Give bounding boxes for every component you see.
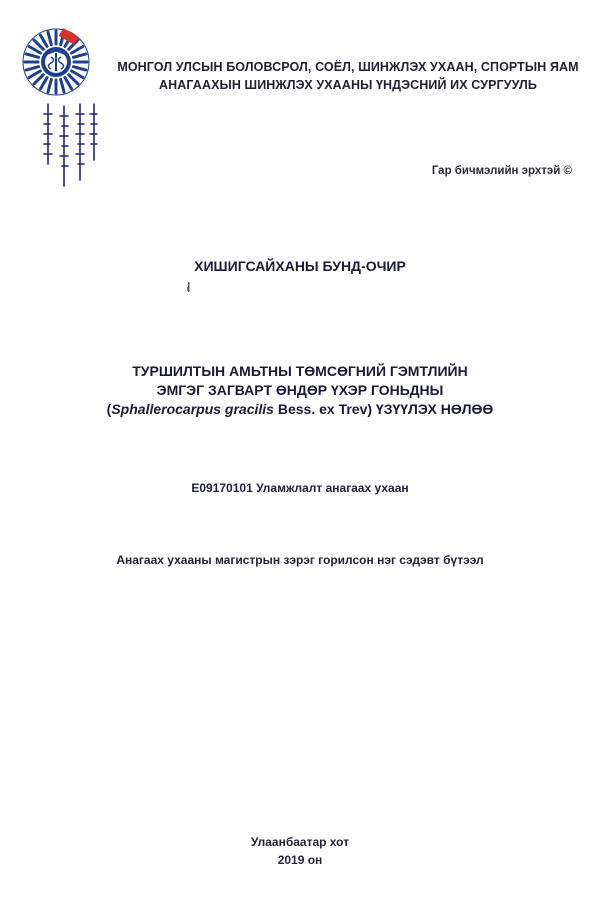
thesis-title [0,362,600,419]
university-logo-icon [22,28,90,96]
title-line-3 [0,400,600,419]
species-author: Bess. ex Trev [273,401,368,417]
specialty-code: E09170101 Уламжлалт анагаах ухаан [191,481,409,495]
title-line-3-end: ) ҮЗҮҮЛЭХ НӨЛӨӨ [367,401,494,417]
copyright-notice: Гар бичмэлийн эрхтэй © [431,165,572,177]
ministry-header [108,58,588,94]
place-and-year [0,833,600,869]
year: 2019 он [277,853,323,867]
title-line-2: ЭМГЭГ ЗАГВАРТ ӨНДӨР ҮХЭР ГОНЬДНЫ [156,382,444,398]
university-name: АНАГААХЫН ШИНЖЛЭХ УХААНЫ ҮНДЭСНИЙ ИХ СУРГУУЛЬ [159,78,537,92]
title-line-1: ТУРШИЛТЫН АМЬТНЫ ТӨМСӨГНИЙ ГЭМТЛИЙН [132,363,468,379]
degree-statement: Анагаах ухааны магистрын зэрэг горилсон нэг сэдэвт бүтээл [116,553,484,567]
city: Улаанбаатар хот [250,835,350,849]
species-name: Sphallerocarpus gracilis [111,401,274,417]
mongolian-script-emblem [36,100,100,200]
scan-speck [186,282,192,296]
ministry-name: МОНГОЛ УЛСЫН БОЛОВСРОЛ, СОЁЛ, ШИНЖЛЭХ УХААН, СПОРТЫН ЯАМ [117,60,579,74]
author-name: ХИШИГСАЙХАНЫ БУНД-ОЧИР [194,258,406,274]
title-paren-open: ( [106,401,112,417]
